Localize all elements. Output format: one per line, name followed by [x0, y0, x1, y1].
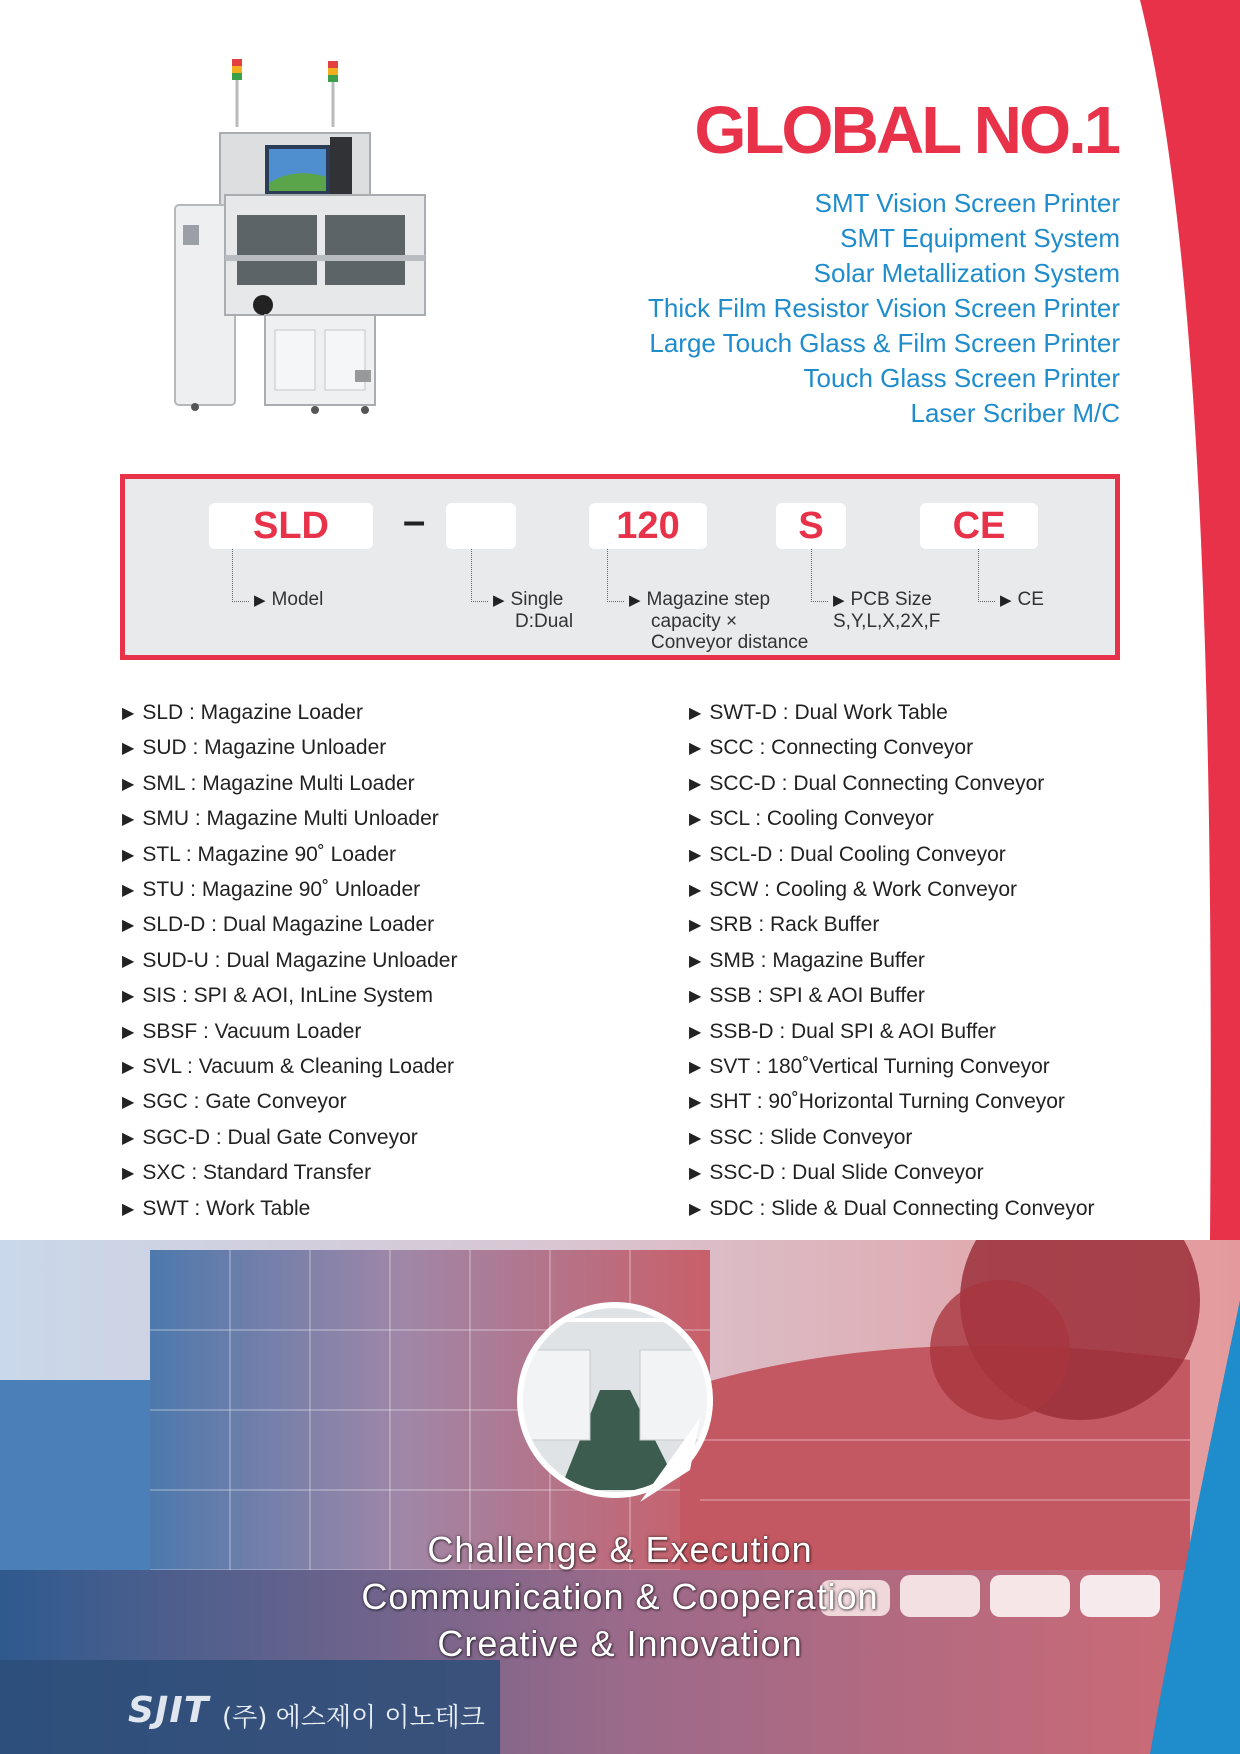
code-segment-ce: CE	[920, 503, 1038, 549]
triangle-right-icon: ▶	[122, 1094, 135, 1112]
triangle-right-icon: ▶	[122, 952, 135, 970]
slogan: Challenge & Execution	[427, 1529, 813, 1570]
code-segment-model: SLD	[209, 503, 373, 549]
desc-pcb-size: ▶ PCB Size S,Y,L,X,2X,F	[833, 589, 941, 632]
list-item: ▶ SDC : Slide & Dual Connecting Conveyor	[689, 1192, 1095, 1227]
code-dash: –	[403, 499, 426, 543]
list-item: ▶ SVL : Vacuum & Cleaning Loader	[122, 1050, 457, 1085]
list-item: ▶ SGC-D : Dual Gate Conveyor	[122, 1121, 457, 1156]
product-item: Large Touch Glass & Film Screen Printer	[649, 328, 1120, 358]
model-code-box	[120, 474, 1120, 660]
screen-printer-machine-image	[165, 55, 455, 415]
list-item: ▶ SCL-D : Dual Cooling Conveyor	[689, 838, 1095, 873]
list-item: ▶ SMB : Magazine Buffer	[689, 944, 1095, 979]
product-item: SMT Vision Screen Printer	[814, 188, 1120, 218]
product-item: Laser Scriber M/C	[910, 398, 1120, 428]
triangle-right-icon: ▶	[833, 592, 845, 609]
list-item: ▶ SUD-U : Dual Magazine Unloader	[122, 944, 457, 979]
code-list-right	[689, 696, 1095, 1227]
triangle-right-icon: ▶	[689, 952, 702, 970]
list-item: ▶ SSB : SPI & AOI Buffer	[689, 979, 1095, 1014]
triangle-right-icon: ▶	[689, 775, 702, 793]
list-item: ▶ STU : Magazine 90˚ Unloader	[122, 873, 457, 908]
slogan: Creative & Innovation	[437, 1623, 803, 1664]
product-item: Touch Glass Screen Printer	[803, 363, 1120, 393]
list-item: ▶ STL : Magazine 90˚ Loader	[122, 838, 457, 873]
slogan-list	[0, 1526, 1240, 1667]
list-item: ▶ SUD : Magazine Unloader	[122, 731, 457, 766]
list-item: ▶ SGC : Gate Conveyor	[122, 1085, 457, 1120]
code-list-left	[122, 696, 457, 1227]
code-segment-pcb-size: S	[776, 503, 846, 549]
list-item: ▶ SVT : 180˚Vertical Turning Conveyor	[689, 1050, 1095, 1085]
triangle-right-icon: ▶	[122, 740, 135, 758]
triangle-right-icon: ▶	[1000, 592, 1012, 609]
list-item: ▶ SHT : 90˚Horizontal Turning Conveyor	[689, 1085, 1095, 1120]
triangle-right-icon: ▶	[689, 882, 702, 900]
triangle-right-icon: ▶	[122, 811, 135, 829]
list-item: ▶ SBSF : Vacuum Loader	[122, 1015, 457, 1050]
triangle-right-icon: ▶	[122, 846, 135, 864]
triangle-right-icon: ▶	[689, 988, 702, 1006]
list-item: ▶ SXC : Standard Transfer	[122, 1156, 457, 1191]
list-item: ▶ SIS : SPI & AOI, InLine System	[122, 979, 457, 1014]
factory-photo-banner	[0, 1240, 1240, 1754]
triangle-right-icon: ▶	[122, 1200, 135, 1218]
list-item: ▶ SSB-D : Dual SPI & AOI Buffer	[689, 1015, 1095, 1050]
product-item: Thick Film Resistor Vision Screen Printer	[648, 293, 1120, 323]
desc-ce: ▶ CE	[1000, 589, 1044, 610]
triangle-right-icon: ▶	[122, 705, 135, 722]
list-item: ▶ SLD-D : Dual Magazine Loader	[122, 908, 457, 943]
triangle-right-icon: ▶	[493, 592, 505, 609]
slogan: Communication & Cooperation	[361, 1576, 879, 1617]
list-item: ▶ SSC : Slide Conveyor	[689, 1121, 1095, 1156]
guide-line	[811, 549, 828, 602]
list-item: ▶ SCW : Cooling & Work Conveyor	[689, 873, 1095, 908]
desc-capacity: ▶ Magazine step capacity × Conveyor distance	[629, 589, 809, 653]
list-item: ▶ SWT-D : Dual Work Table	[689, 696, 1095, 731]
triangle-right-icon: ▶	[122, 775, 135, 793]
list-item: ▶ SRB : Rack Buffer	[689, 908, 1095, 943]
triangle-right-icon: ▶	[122, 1059, 135, 1077]
triangle-right-icon: ▶	[689, 1165, 702, 1183]
triangle-right-icon: ▶	[689, 1200, 702, 1218]
triangle-right-icon: ▶	[689, 846, 702, 864]
triangle-right-icon: ▶	[689, 917, 702, 935]
triangle-right-icon: ▶	[689, 811, 702, 829]
triangle-right-icon: ▶	[689, 740, 702, 758]
list-item: ▶ SCL : Cooling Conveyor	[689, 802, 1095, 837]
triangle-right-icon: ▶	[254, 592, 266, 609]
triangle-right-icon: ▶	[689, 1023, 702, 1041]
list-item: ▶ SLD : Magazine Loader	[122, 696, 457, 731]
triangle-right-icon: ▶	[122, 917, 135, 935]
triangle-right-icon: ▶	[122, 1023, 135, 1041]
triangle-right-icon: ▶	[122, 988, 135, 1006]
list-item: ▶ SMU : Magazine Multi Unloader	[122, 802, 457, 837]
list-item: ▶ SSC-D : Dual Slide Conveyor	[689, 1156, 1095, 1191]
guide-line	[232, 549, 249, 602]
product-list	[648, 186, 1120, 431]
desc-model: ▶ Model	[254, 589, 324, 610]
company-name-korean: (주) 에스제이 이노테크	[222, 1703, 485, 1733]
triangle-right-icon: ▶	[122, 1129, 135, 1147]
headline: GLOBAL NO.1	[694, 93, 1118, 168]
guide-line	[607, 549, 624, 602]
list-item: ▶ SML : Magazine Multi Loader	[122, 767, 457, 802]
triangle-right-icon: ▶	[689, 1059, 702, 1077]
guide-line	[978, 549, 995, 602]
triangle-right-icon: ▶	[689, 705, 702, 722]
code-segment-type	[446, 503, 516, 549]
guide-line	[471, 549, 488, 602]
product-item: Solar Metallization System	[813, 258, 1120, 288]
product-item: SMT Equipment System	[840, 223, 1120, 253]
triangle-right-icon: ▶	[122, 882, 135, 900]
code-segment-capacity: 120	[589, 503, 707, 549]
triangle-right-icon: ▶	[122, 1165, 135, 1183]
triangle-right-icon: ▶	[689, 1094, 702, 1112]
company-logo: SJIT	[128, 1690, 210, 1731]
list-item: ▶ SCC-D : Dual Connecting Conveyor	[689, 767, 1095, 802]
triangle-right-icon: ▶	[629, 592, 641, 609]
list-item: ▶ SWT : Work Table	[122, 1192, 457, 1227]
desc-type: ▶ Single D:Dual	[493, 589, 574, 632]
list-item: ▶ SCC : Connecting Conveyor	[689, 731, 1095, 766]
triangle-right-icon: ▶	[689, 1129, 702, 1147]
